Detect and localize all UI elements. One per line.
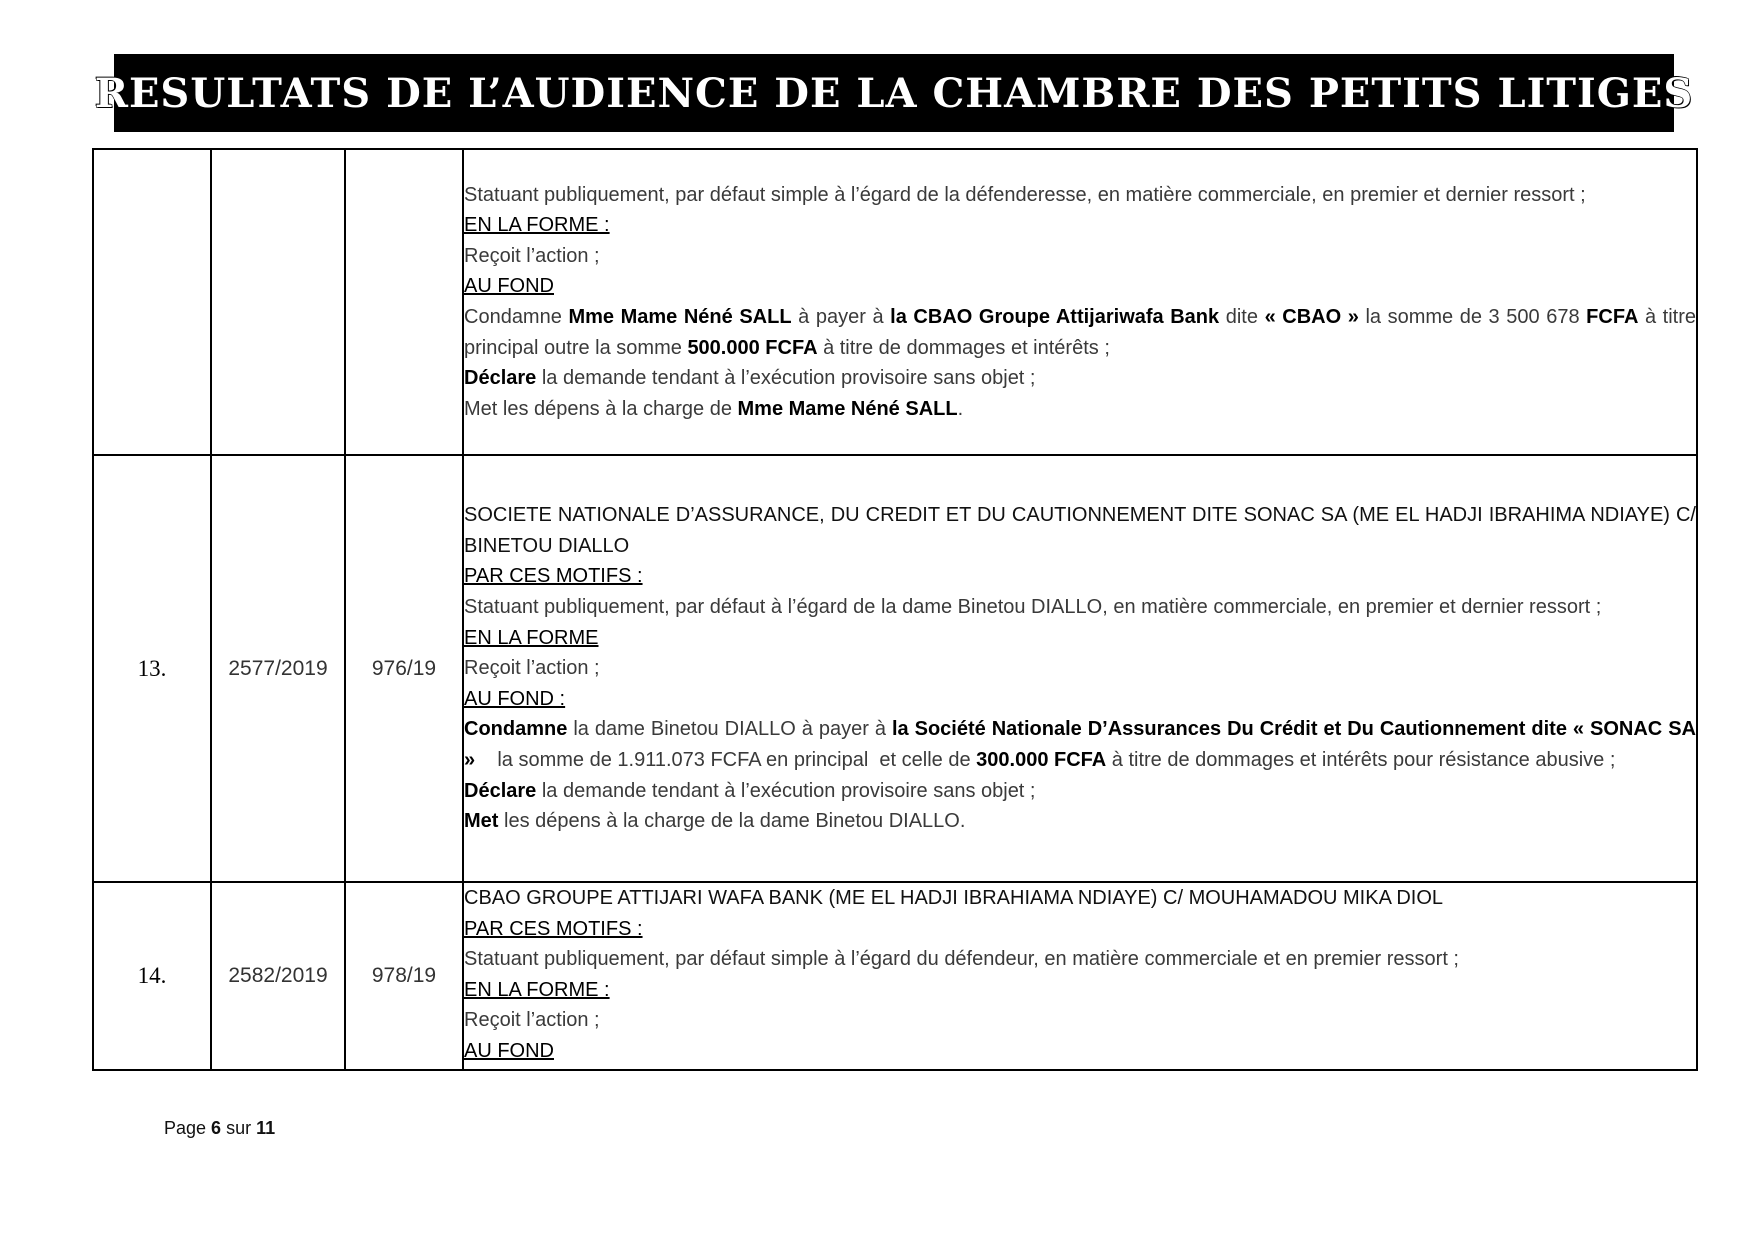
text-run: . [957,397,964,420]
page-label: Page [164,1118,212,1138]
text-run: Condamne [464,306,569,328]
text-run: à titre principal outre la somme [464,306,1697,359]
judgment-number [345,149,463,455]
text-run: la dame Binetou DIALLO à payer à [567,718,892,741]
page-separator: sur [221,1118,257,1138]
page-footer [164,1118,275,1139]
party-name: Mme Mame Néné SALL [737,397,958,420]
rg-number: 2577/2019 [211,455,345,882]
amount: 300.000 FCFA [976,748,1107,771]
section-heading: EN LA FORME : [464,214,610,237]
party-alias: « CBAO » [1264,306,1359,328]
text-run: dite [1219,306,1265,328]
row-number: 14. [93,882,211,1070]
judgment-number: 978/19 [345,882,463,1070]
section-heading: AU FOND : [464,687,566,710]
section-heading: AU FOND [464,1039,554,1062]
keyword: Met [464,810,499,833]
row-number [93,149,211,455]
table-row [93,149,1697,455]
ruling-line [464,363,1696,394]
ruling-paragraph: Statuant publiquement, par défaut simple à l’égard du défendeur, en matière commerciale et en premier ressort ; [464,948,1459,971]
page-total: 11 [256,1118,276,1138]
amount: 500.000 FCFA [687,336,818,359]
page-title: RESULTATS DE L’AUDIENCE DE LA CHAMBRE DES PETITS LITIGES [94,69,1694,117]
page-banner [94,54,1694,132]
condemnation-paragraph [464,302,1696,363]
text-run: à titre de dommages et intérêts pour résistance abusive ; [1106,748,1616,771]
keyword: Condamne [464,718,568,741]
keyword: Déclare [464,367,537,390]
text-run: à payer à [791,306,891,328]
decision-text [463,149,1697,455]
text-run: la demande tendant à l’exécution provisoire sans objet ; [536,367,1036,390]
judgment-number: 976/19 [345,455,463,882]
results-table [92,148,1698,1071]
keyword: Déclare [464,779,537,802]
rg-number [211,149,345,455]
condemnation-paragraph [464,714,1696,775]
ruling-line [464,806,1696,837]
text-run: la somme de 3 500 678 [1358,306,1587,328]
table-row [93,882,1697,1070]
text-run: Met les dépens à la charge de [464,397,738,420]
party-name: la CBAO Groupe Attijariwafa Bank [890,306,1220,328]
row-number: 13. [93,455,211,882]
section-heading: PAR CES MOTIFS : [464,565,643,588]
section-heading: AU FOND [464,275,554,298]
rg-number: 2582/2019 [211,882,345,1070]
decision-text [463,455,1697,882]
currency: FCFA [1586,306,1639,328]
ruling-line [464,394,1696,425]
section-heading: PAR CES MOTIFS : [464,917,643,940]
section-heading: EN LA FORME [464,626,599,649]
ruling-line: Reçoit l’action ; [464,1009,600,1032]
table-row [93,455,1697,882]
text-run: la demande tendant à l’exécution provisoire sans objet ; [536,779,1036,802]
ruling-paragraph: Statuant publiquement, par défaut simple à l’égard de la défenderesse, en matière commerciale, en premier et dernier ressort ; [464,183,1586,206]
case-parties: SOCIETE NATIONALE D’ASSURANCE, DU CREDIT ET DU CAUTIONNEMENT DITE SONAC SA (ME EL HADJI IBRAHIMA NDIAYE) C/ BINETOU DIALLO [464,504,1696,557]
section-heading: EN LA FORME : [464,978,610,1001]
text-run: les dépens à la charge de la dame Binetou DIALLO. [498,810,966,833]
decision-text [463,882,1697,1070]
ruling-line: Reçoit l’action ; [464,657,600,680]
ruling-line: Reçoit l’action ; [464,244,600,267]
text-run: la somme de 1.911.073 FCFA en principal et celle de [475,748,977,771]
case-parties: CBAO GROUPE ATTIJARI WAFA BANK (ME EL HADJI IBRAHIAMA NDIAYE) C/ MOUHAMADOU MIKA DIOL [464,887,1444,909]
text-run: à titre de dommages et intérêts ; [817,336,1110,359]
party-name: la Société Nationale D’Assurances Du Crédit et Du Cautionnement dite « SONAC SA » [464,718,1696,771]
page-number: 6 [211,1118,222,1138]
ruling-line [464,776,1696,807]
party-name: Mme Mame Néné SALL [568,306,792,328]
ruling-paragraph: Statuant publiquement, par défaut à l’égard de la dame Binetou DIALLO, en matière commerciale, en premier et dernier ressort ; [464,596,1602,619]
